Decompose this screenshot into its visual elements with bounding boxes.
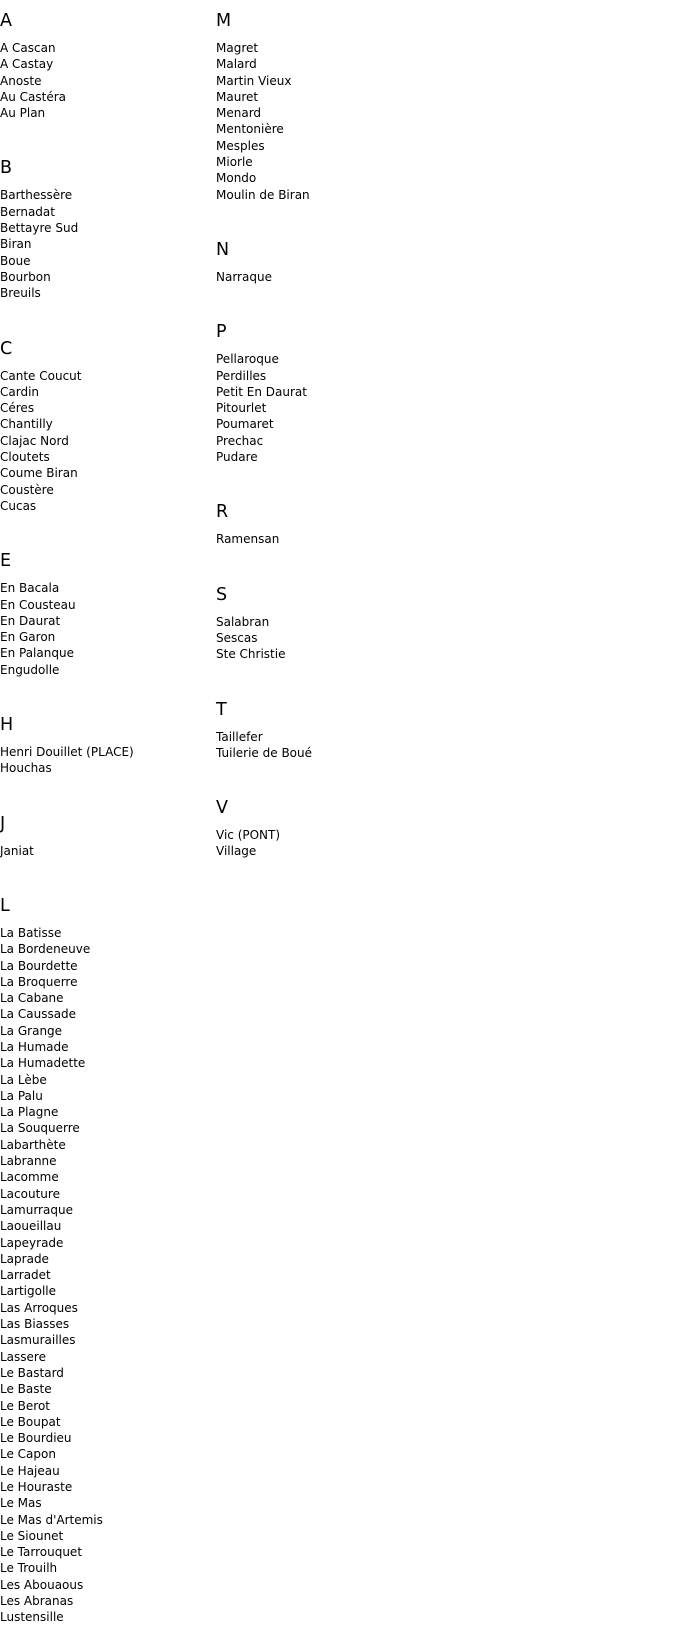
list-item-mentoniere[interactable]: Mentonière bbox=[216, 122, 284, 137]
list-item-menard[interactable]: Menard bbox=[216, 106, 262, 121]
list-item-le-houraste[interactable]: Le Houraste bbox=[0, 1480, 73, 1494]
list-item-la-bordeneuve[interactable]: La Bordeneuve bbox=[0, 942, 91, 957]
list-item-malard[interactable]: Malard bbox=[216, 57, 257, 72]
list-item-les-abranas[interactable]: Les Abranas bbox=[0, 1594, 74, 1609]
list-item-au-plan[interactable]: Au Plan bbox=[0, 106, 46, 121]
list-item-labranne[interactable]: Labranne bbox=[0, 1154, 57, 1169]
list-item-coustere[interactable]: Coustère bbox=[0, 482, 54, 497]
list-item-cante-coucut[interactable]: Cante Coucut bbox=[0, 368, 82, 383]
list-item-clajac-nord[interactable]: Clajac Nord bbox=[0, 433, 69, 448]
list-item-en-palanque[interactable]: En Palanque bbox=[0, 646, 74, 661]
list-item-mesples[interactable]: Mesples bbox=[216, 138, 265, 153]
list-item-le-bastard[interactable]: Le Bastard bbox=[0, 1365, 64, 1380]
letter-group-e bbox=[0, 540, 210, 678]
list-item-en-garon[interactable]: En Garon bbox=[0, 630, 56, 645]
list-item-la-caussade[interactable]: La Caussade bbox=[0, 1007, 77, 1022]
name-list bbox=[216, 729, 516, 762]
list-item-anoste[interactable]: Anoste bbox=[0, 73, 42, 88]
list-item-bourbon[interactable]: Bourbon bbox=[0, 269, 51, 284]
list-item-narraque[interactable]: Narraque bbox=[216, 269, 272, 284]
name-list bbox=[0, 187, 210, 301]
letter-group-c bbox=[0, 328, 210, 515]
letter-group-s bbox=[216, 574, 516, 663]
list-item-ramensan[interactable]: Ramensan bbox=[216, 532, 280, 547]
letter-heading: B bbox=[0, 158, 13, 179]
list-item-chantilly[interactable]: Chantilly bbox=[0, 417, 53, 432]
name-list bbox=[0, 843, 210, 859]
list-item-la-bourdette[interactable]: La Bourdette bbox=[0, 958, 78, 973]
list-item-henri-douillet-place[interactable]: Henri Douillet (PLACE) bbox=[0, 745, 134, 760]
letter-group-j bbox=[0, 803, 210, 859]
list-item-a-cascan[interactable]: A Cascan bbox=[0, 41, 56, 55]
list-item-las-biasses[interactable]: Las Biasses bbox=[0, 1317, 70, 1332]
list-item-village[interactable]: Village bbox=[216, 844, 257, 859]
list-item-le-hajeau[interactable]: Le Hajeau bbox=[0, 1463, 60, 1478]
list-item-laoueillau[interactable]: Laoueillau bbox=[0, 1219, 62, 1234]
letter-heading: A bbox=[0, 11, 12, 31]
list-item-lapeyrade[interactable]: Lapeyrade bbox=[0, 1235, 64, 1250]
letter-heading: M bbox=[216, 11, 232, 31]
list-item-taillefer[interactable]: Taillefer bbox=[216, 729, 263, 744]
name-list bbox=[216, 614, 516, 663]
list-item-la-broquerre[interactable]: La Broquerre bbox=[0, 974, 78, 989]
list-item-mauret[interactable]: Mauret bbox=[216, 89, 259, 104]
list-item-au-castera[interactable]: Au Castéra bbox=[0, 89, 66, 104]
list-item-ceres[interactable]: Céres bbox=[0, 401, 35, 416]
list-item-le-siounet[interactable]: Le Siounet bbox=[0, 1528, 64, 1543]
list-item-vic-pont[interactable]: Vic (PONT) bbox=[216, 828, 281, 843]
list-item-la-cabane[interactable]: La Cabane bbox=[0, 991, 64, 1006]
letter-heading: J bbox=[0, 813, 6, 834]
letter-group-n bbox=[216, 229, 516, 285]
letter-heading: N bbox=[216, 239, 230, 260]
list-item-la-plagne[interactable]: La Plagne bbox=[0, 1105, 59, 1120]
list-item-pudare[interactable]: Pudare bbox=[216, 450, 258, 465]
name-list bbox=[0, 368, 210, 515]
list-item-mondo[interactable]: Mondo bbox=[216, 171, 257, 186]
list-item-perdilles[interactable]: Perdilles bbox=[216, 368, 267, 383]
list-item-la-batisse[interactable]: La Batisse bbox=[0, 925, 62, 940]
list-item-la-lebe[interactable]: La Lèbe bbox=[0, 1072, 47, 1087]
letter-heading: H bbox=[0, 715, 14, 736]
list-item-pellaroque[interactable]: Pellaroque bbox=[216, 352, 279, 367]
letter-heading: R bbox=[216, 502, 229, 523]
list-item-la-humadette[interactable]: La Humadette bbox=[0, 1056, 86, 1071]
letter-group-p bbox=[216, 311, 516, 465]
list-item-breuils[interactable]: Breuils bbox=[0, 286, 41, 301]
list-item-las-arroques[interactable]: Las Arroques bbox=[0, 1300, 78, 1315]
list-item-lustensille[interactable]: Lustensille bbox=[0, 1610, 64, 1625]
list-item-cloutets[interactable]: Cloutets bbox=[0, 450, 50, 465]
list-item-poumaret[interactable]: Poumaret bbox=[216, 417, 274, 432]
letter-heading: L bbox=[0, 895, 10, 916]
list-item-le-boupat[interactable]: Le Boupat bbox=[0, 1414, 61, 1429]
letter-group-v bbox=[216, 787, 516, 860]
index-column-right bbox=[216, 0, 516, 886]
name-list bbox=[0, 744, 210, 777]
list-item-le-baste[interactable]: Le Baste bbox=[0, 1382, 52, 1397]
list-item-le-capon[interactable]: Le Capon bbox=[0, 1447, 56, 1462]
list-item-ste-christie[interactable]: Ste Christie bbox=[216, 647, 286, 662]
list-item-lasmurailles[interactable]: Lasmurailles bbox=[0, 1333, 76, 1348]
list-item-martin-vieux[interactable]: Martin Vieux bbox=[216, 73, 292, 88]
list-item-en-cousteau[interactable]: En Cousteau bbox=[0, 597, 76, 612]
name-list bbox=[0, 925, 210, 1626]
letter-group-r bbox=[216, 491, 516, 547]
name-list bbox=[0, 40, 210, 121]
list-item-bernadat[interactable]: Bernadat bbox=[0, 204, 55, 219]
list-item-les-abouaous[interactable]: Les Abouaous bbox=[0, 1577, 84, 1592]
list-item-engudolle[interactable]: Engudolle bbox=[0, 662, 60, 677]
list-item-barthessere[interactable]: Barthessère bbox=[0, 188, 73, 203]
list-item-lartigolle[interactable]: Lartigolle bbox=[0, 1284, 57, 1299]
list-item-petit-en-daurat[interactable]: Petit En Daurat bbox=[216, 384, 307, 399]
list-item-lacomme[interactable]: Lacomme bbox=[0, 1170, 59, 1185]
letter-heading: C bbox=[0, 338, 13, 359]
letter-heading: S bbox=[216, 584, 228, 605]
list-item-lacouture[interactable]: Lacouture bbox=[0, 1186, 60, 1201]
list-item-miorle[interactable]: Miorle bbox=[216, 155, 253, 170]
name-list bbox=[216, 827, 516, 860]
list-item-boue[interactable]: Boue bbox=[0, 253, 31, 268]
list-item-salabran[interactable]: Salabran bbox=[216, 614, 270, 629]
list-item-biran[interactable]: Biran bbox=[0, 237, 32, 252]
list-item-le-mas-d-artemis[interactable]: Le Mas d'Artemis bbox=[0, 1512, 103, 1527]
list-item-prechac[interactable]: Prechac bbox=[216, 433, 264, 448]
name-list bbox=[216, 531, 516, 547]
list-item-sescas[interactable]: Sescas bbox=[216, 630, 258, 645]
name-list bbox=[216, 40, 516, 203]
letter-heading: T bbox=[216, 699, 227, 720]
letter-heading: V bbox=[216, 798, 228, 819]
list-item-le-berot[interactable]: Le Berot bbox=[0, 1398, 51, 1413]
letter-group-b bbox=[0, 147, 210, 301]
list-item-magret[interactable]: Magret bbox=[216, 41, 259, 55]
list-item-la-grange[interactable]: La Grange bbox=[0, 1023, 63, 1038]
list-item-a-castay[interactable]: A Castay bbox=[0, 57, 54, 72]
list-item-coume-biran[interactable]: Coume Biran bbox=[0, 466, 78, 481]
letter-group-m bbox=[216, 0, 516, 203]
letter-group-h bbox=[0, 704, 210, 777]
list-item-le-tarrouquet[interactable]: Le Tarrouquet bbox=[0, 1545, 83, 1560]
list-item-moulin-de-biran[interactable]: Moulin de Biran bbox=[216, 187, 310, 202]
list-item-bettayre-sud[interactable]: Bettayre Sud bbox=[0, 221, 79, 236]
list-item-labarthete[interactable]: Labarthète bbox=[0, 1137, 66, 1152]
list-item-la-souquerre[interactable]: La Souquerre bbox=[0, 1121, 80, 1136]
list-item-en-bacala[interactable]: En Bacala bbox=[0, 581, 60, 596]
letter-heading: P bbox=[216, 322, 227, 343]
list-item-laprade[interactable]: Laprade bbox=[0, 1251, 49, 1266]
list-item-janiat[interactable]: Janiat bbox=[0, 843, 34, 858]
list-item-le-mas[interactable]: Le Mas bbox=[0, 1496, 42, 1511]
list-item-la-palu[interactable]: La Palu bbox=[0, 1088, 43, 1103]
name-list bbox=[0, 580, 210, 678]
list-item-pitourlet[interactable]: Pitourlet bbox=[216, 401, 267, 416]
letter-heading: E bbox=[0, 551, 12, 572]
list-item-cucas[interactable]: Cucas bbox=[0, 498, 37, 513]
list-item-houchas[interactable]: Houchas bbox=[0, 761, 52, 776]
list-item-tuilerie-de-boue[interactable]: Tuilerie de Boué bbox=[216, 745, 313, 760]
letter-group-t bbox=[216, 689, 516, 762]
letter-group-l bbox=[0, 885, 210, 1626]
list-item-cardin[interactable]: Cardin bbox=[0, 384, 40, 399]
list-item-le-bourdieu[interactable]: Le Bourdieu bbox=[0, 1431, 72, 1446]
list-item-lamurraque[interactable]: Lamurraque bbox=[0, 1202, 73, 1217]
list-item-larradet[interactable]: Larradet bbox=[0, 1268, 51, 1283]
letter-group-a bbox=[0, 0, 210, 121]
list-item-en-daurat[interactable]: En Daurat bbox=[0, 613, 61, 628]
list-item-lassere[interactable]: Lassere bbox=[0, 1349, 46, 1364]
name-list bbox=[216, 351, 516, 465]
list-item-le-trouilh[interactable]: Le Trouilh bbox=[0, 1561, 58, 1576]
name-list bbox=[216, 269, 516, 285]
list-item-la-humade[interactable]: La Humade bbox=[0, 1039, 69, 1054]
index-column-left bbox=[0, 0, 210, 1652]
